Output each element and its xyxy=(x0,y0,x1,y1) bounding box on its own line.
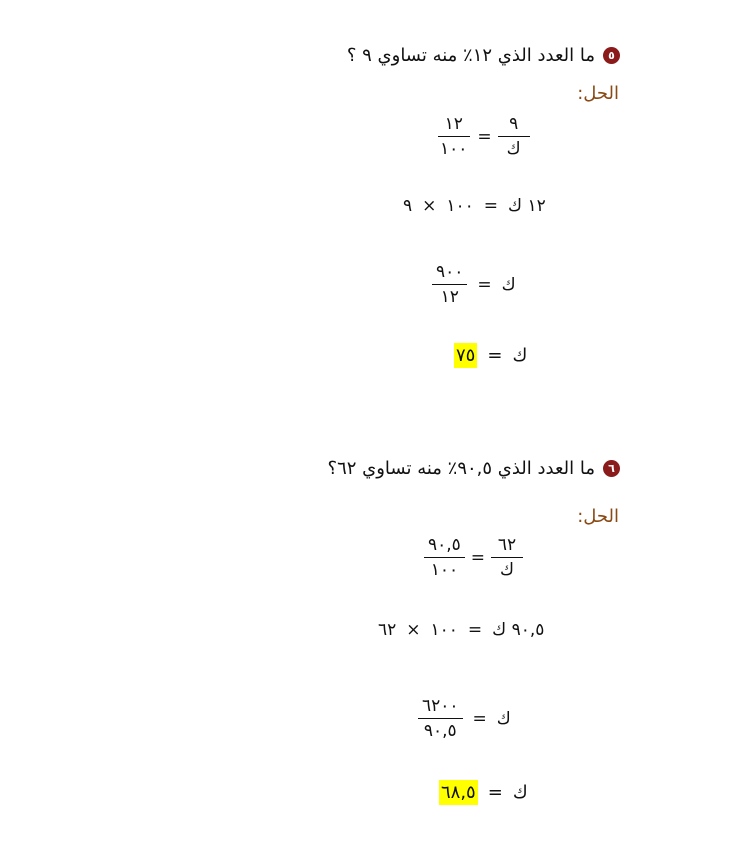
equation-answer: ٦٨,٥ = ك xyxy=(441,782,528,803)
solution-label: الحل: xyxy=(577,506,619,527)
highlighted-answer: ٧٥ xyxy=(456,345,476,366)
fraction-percent: $\frac{١٢}{١٠٠}$ xyxy=(436,114,471,159)
equation-cross-multiply: ٦٢ × ١٠٠ = ٩٠,٥ ك xyxy=(378,620,545,640)
question-text: ما العدد الذي ١٢٪ منه تساوي ٩ ؟ xyxy=(346,45,595,66)
equation-isolate: $\frac{٩٠٠}{١٢}$ = ك xyxy=(432,262,516,307)
question-6 xyxy=(328,458,620,479)
question-number-badge: ٦ xyxy=(603,460,620,477)
fraction-unknown: $\frac{٩}{\text{ك}}$ xyxy=(498,114,530,159)
highlighted-answer: ٦٨,٥ xyxy=(441,782,476,803)
fraction-result: $\frac{٦٢٠٠}{٩٠,٥}$ xyxy=(418,696,463,741)
equation-proportion xyxy=(424,535,523,580)
question-text: ما العدد الذي ٩٠,٥٪ منه تساوي ٦٢؟ xyxy=(327,458,595,479)
fraction-percent: $\frac{٩٠,٥}{١٠٠}$ xyxy=(424,535,465,580)
equation-answer: ٧٥ = ك xyxy=(456,345,528,366)
fraction-unknown: $\frac{٦٢}{\text{ك}}$ xyxy=(491,535,523,580)
question-number-badge: ٥ xyxy=(603,47,620,64)
equation-cross-multiply: ٩ × ١٠٠ = ١٢ ك xyxy=(403,196,546,216)
equation-proportion xyxy=(436,114,530,159)
question-5 xyxy=(347,45,620,66)
solution-label: الحل: xyxy=(577,83,619,104)
equals-sign: = xyxy=(477,126,492,147)
equation-isolate: $\frac{٦٢٠٠}{٩٠,٥}$ = ك xyxy=(418,696,511,741)
equals-sign: = xyxy=(470,547,486,568)
fraction-result: $\frac{٩٠٠}{١٢}$ xyxy=(432,262,467,307)
